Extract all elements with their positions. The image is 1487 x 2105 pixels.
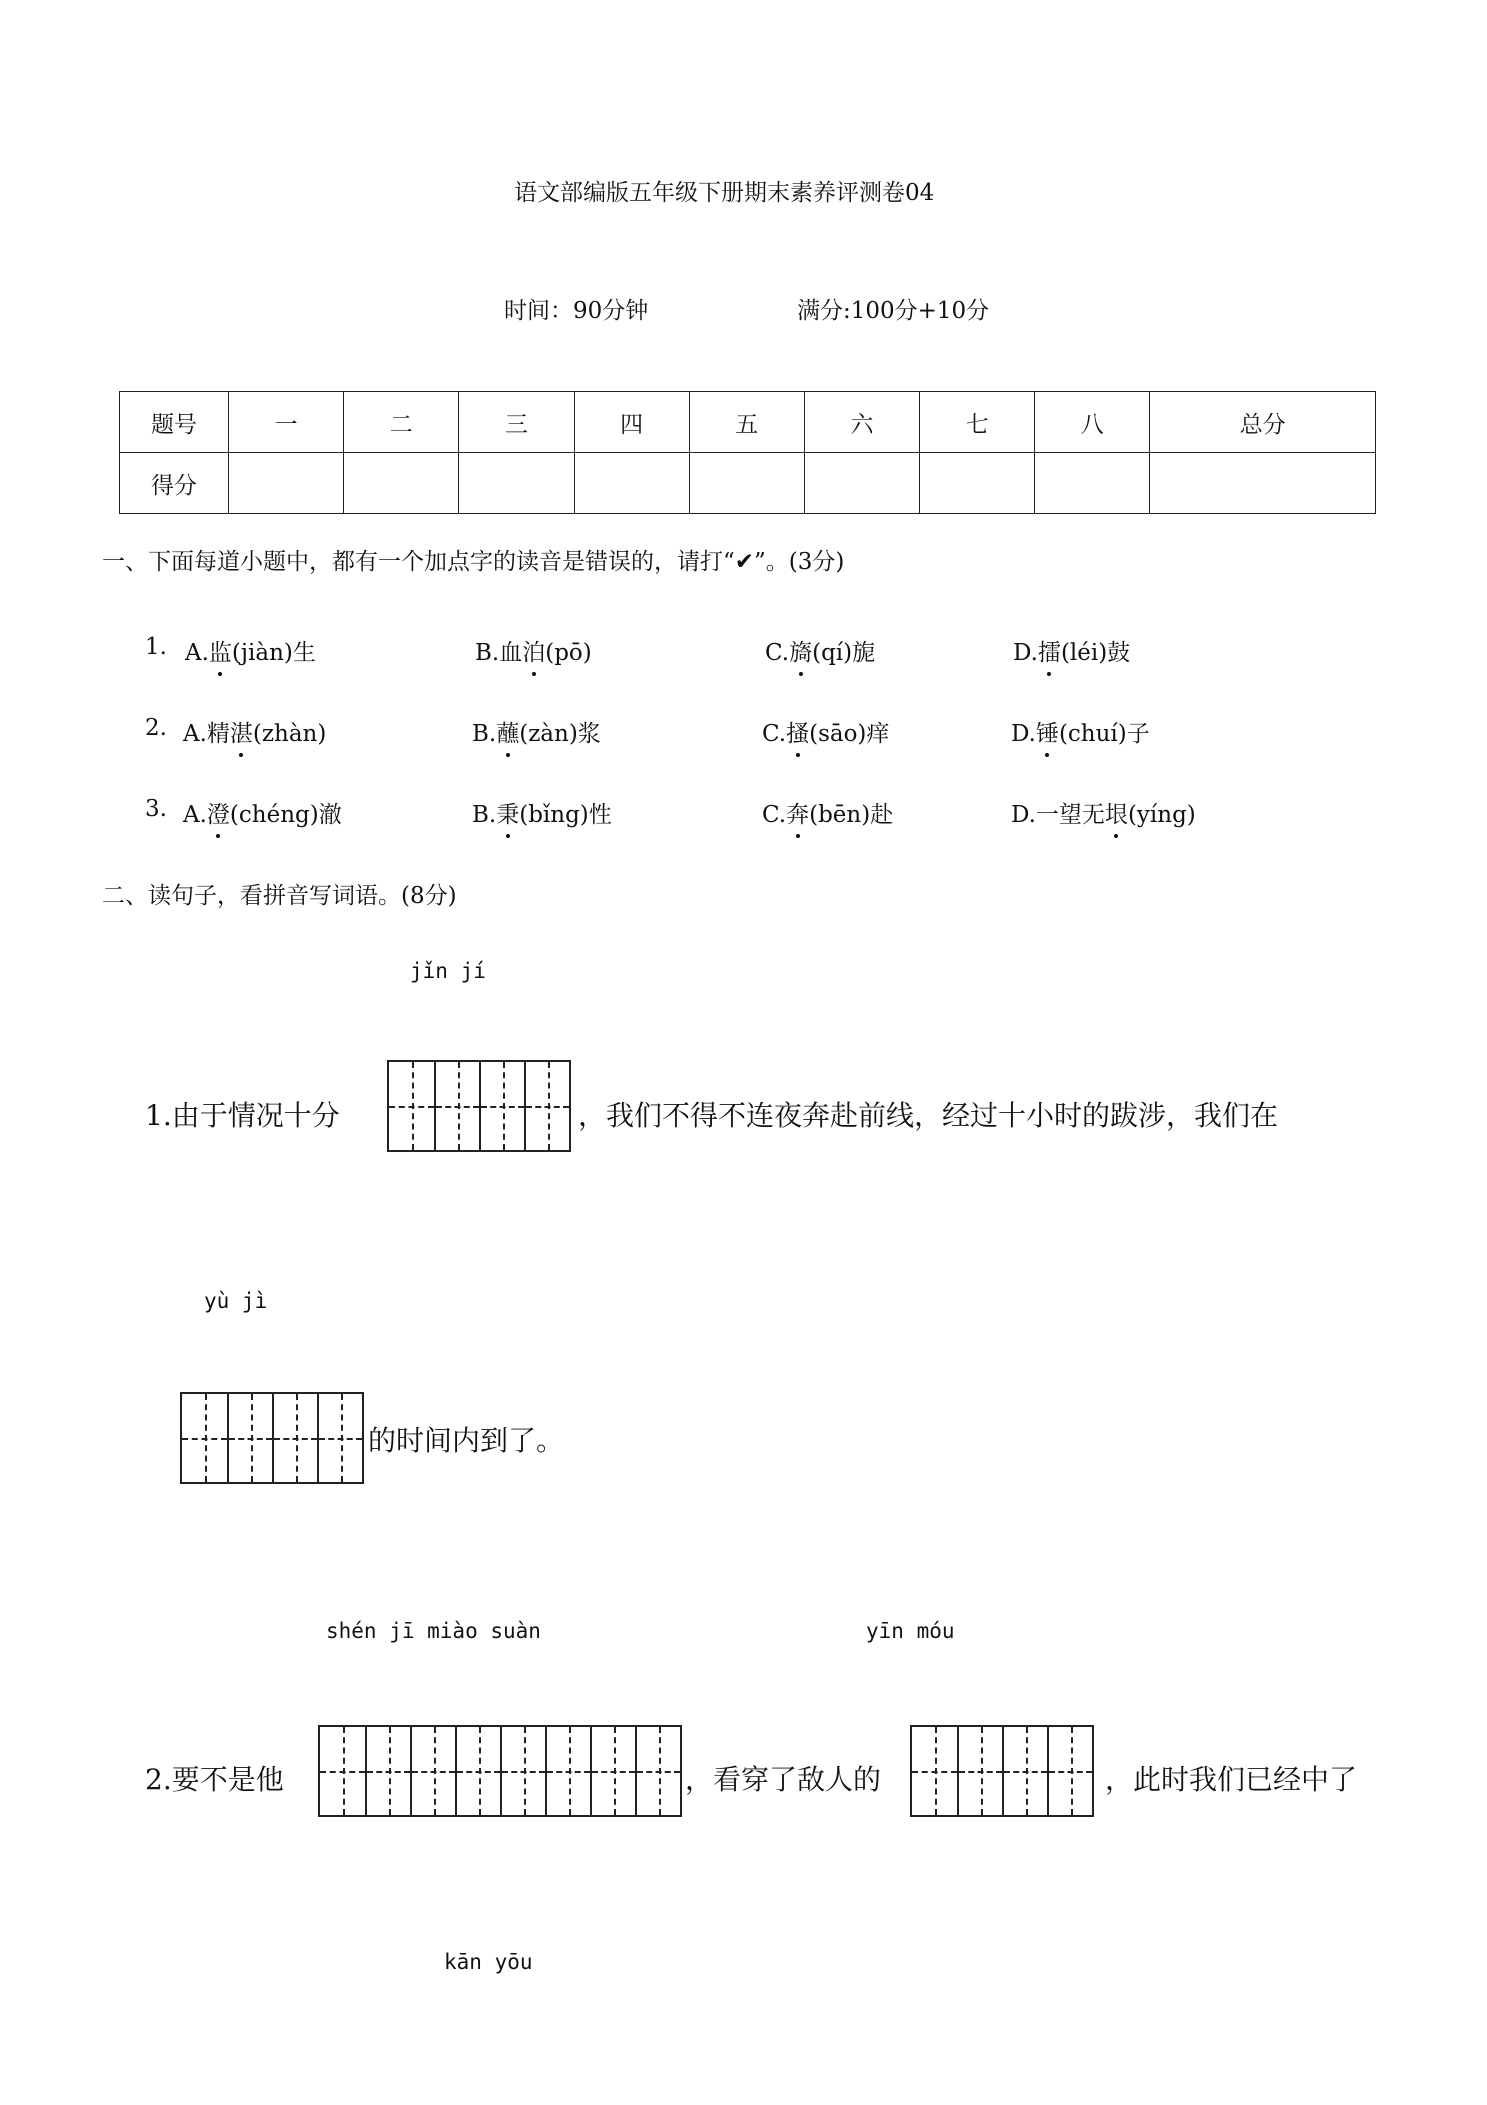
score-table-cell: 得分	[120, 453, 229, 514]
section2-heading: 二、读句子，看拼音写词语。(8分)	[102, 883, 457, 909]
sentence-text: ，看穿了敌人的	[685, 1763, 882, 1796]
score-table-cell: 总分	[1150, 392, 1376, 453]
question-number: 2.	[145, 715, 167, 741]
score-table-cell: 五	[689, 392, 804, 453]
score-input-cell[interactable]	[1035, 453, 1150, 514]
grid-cell[interactable]	[389, 1062, 434, 1150]
sentence-text: ，此时我们已经中了	[1105, 1763, 1358, 1796]
score-input-cell[interactable]	[459, 453, 574, 514]
option-prefix: A.	[183, 802, 207, 828]
grid-cell[interactable]	[545, 1727, 590, 1815]
answer-grid[interactable]	[910, 1725, 1094, 1817]
option-b[interactable]	[472, 796, 612, 829]
option-a[interactable]	[183, 715, 326, 748]
score-input-cell[interactable]	[574, 453, 689, 514]
option-prefix: B.	[472, 802, 497, 828]
grid-cell[interactable]	[410, 1727, 455, 1815]
exam-time: 时间：90分钟	[504, 298, 649, 324]
grid-cell[interactable]	[365, 1727, 410, 1815]
option-b[interactable]	[472, 715, 601, 748]
option-c[interactable]	[765, 634, 875, 667]
option-prefix: A.	[185, 640, 209, 666]
grid-cell[interactable]	[479, 1062, 524, 1150]
score-table-cell: 四	[574, 392, 689, 453]
grid-cell[interactable]	[912, 1727, 957, 1815]
dotted-char: 搔	[786, 715, 809, 748]
option-prefix: D.	[1011, 721, 1036, 747]
score-input-cell[interactable]	[689, 453, 804, 514]
option-suffix: (chéng)澈	[229, 802, 342, 828]
dotted-char: 泊	[522, 634, 545, 667]
option-suffix: (bēn)赴	[809, 802, 894, 828]
score-input-cell[interactable]	[1150, 453, 1376, 514]
option-prefix: C.	[765, 640, 790, 666]
grid-cell[interactable]	[635, 1727, 680, 1815]
dotted-char: 擂	[1038, 634, 1061, 667]
sentence-text: 的时间内到了。	[368, 1424, 565, 1457]
question-number: 3.	[145, 796, 167, 822]
option-prefix: B.	[472, 721, 497, 747]
grid-cell[interactable]	[1002, 1727, 1047, 1815]
option-suffix: (qí)旎	[812, 640, 876, 666]
score-table-cell: 三	[459, 392, 574, 453]
score-input-cell[interactable]	[920, 453, 1035, 514]
page-title: 语文部编版五年级下册期末素养评测卷04	[514, 180, 935, 206]
dotted-char: 监	[209, 634, 232, 667]
score-table-score-row	[120, 453, 1376, 514]
option-c[interactable]	[762, 715, 889, 748]
score-input-cell[interactable]	[229, 453, 344, 514]
exam-full-score: 满分:100分+10分	[797, 298, 990, 324]
pinyin-prompt: jǐn jí	[410, 959, 486, 983]
score-table-cell: 二	[344, 392, 459, 453]
section1-heading: 一、下面每道小题中，都有一个加点字的读音是错误的，请打“✔”。(3分)	[102, 549, 845, 575]
option-a[interactable]	[183, 796, 342, 829]
score-table-cell: 题号	[120, 392, 229, 453]
option-prefix: D.一望无	[1011, 802, 1105, 828]
dotted-char: 奔	[786, 796, 809, 829]
grid-cell[interactable]	[434, 1062, 479, 1150]
option-suffix: (sāo)痒	[809, 721, 890, 747]
option-suffix: (bǐng)性	[519, 802, 612, 828]
dotted-char: 旖	[789, 634, 812, 667]
sentence-text: 2.要不是他	[145, 1763, 284, 1796]
option-d[interactable]	[1013, 634, 1130, 667]
option-suffix: (jiàn)生	[231, 640, 316, 666]
grid-cell[interactable]	[317, 1394, 362, 1482]
grid-cell[interactable]	[227, 1394, 272, 1482]
pinyin-prompt: yù jì	[204, 1289, 268, 1313]
dotted-char: 蘸	[496, 715, 519, 748]
option-suffix: (yíng)	[1127, 802, 1196, 828]
pinyin-prompt: kān yōu	[444, 1950, 533, 1974]
grid-cell[interactable]	[957, 1727, 1002, 1815]
grid-cell[interactable]	[500, 1727, 545, 1815]
grid-cell[interactable]	[590, 1727, 635, 1815]
question-number: 1.	[145, 634, 167, 660]
grid-cell[interactable]	[1047, 1727, 1092, 1815]
score-table-cell: 一	[229, 392, 344, 453]
score-table-header-row	[120, 392, 1376, 453]
option-suffix: (chuí)子	[1058, 721, 1150, 747]
option-suffix: (léi)鼓	[1060, 640, 1131, 666]
option-suffix: (zàn)浆	[519, 721, 601, 747]
option-prefix: C.	[762, 802, 787, 828]
dotted-char: 澄	[207, 796, 230, 829]
sentence-text: 1.由于情况十分	[145, 1099, 340, 1132]
option-d[interactable]	[1011, 796, 1196, 829]
option-prefix: A.精	[183, 721, 230, 747]
option-prefix: B.血	[475, 640, 523, 666]
option-prefix: D.	[1013, 640, 1038, 666]
sentence-text: ，我们不得不连夜奔赴前线，经过十小时的跋涉，我们在	[578, 1099, 1279, 1132]
grid-cell[interactable]	[182, 1394, 227, 1482]
pinyin-prompt: yīn móu	[866, 1619, 955, 1643]
answer-grid[interactable]	[387, 1060, 571, 1152]
score-table-cell: 六	[804, 392, 919, 453]
option-a[interactable]	[185, 634, 316, 667]
dotted-char: 垠	[1105, 796, 1128, 829]
grid-cell[interactable]	[320, 1727, 365, 1815]
option-b[interactable]	[475, 634, 592, 667]
score-input-cell[interactable]	[344, 453, 459, 514]
grid-cell[interactable]	[455, 1727, 500, 1815]
answer-grid[interactable]	[318, 1725, 682, 1817]
grid-cell[interactable]	[272, 1394, 317, 1482]
score-table-cell: 八	[1035, 392, 1150, 453]
dotted-char: 锤	[1036, 715, 1059, 748]
score-table-cell: 七	[920, 392, 1035, 453]
score-table	[119, 391, 1376, 514]
pinyin-prompt: shén jī miào suàn	[326, 1619, 541, 1643]
option-suffix: (pō)	[545, 640, 592, 666]
answer-grid[interactable]	[180, 1392, 364, 1484]
dotted-char: 湛	[230, 715, 253, 748]
option-c[interactable]	[762, 796, 893, 829]
score-input-cell[interactable]	[804, 453, 919, 514]
dotted-char: 秉	[496, 796, 519, 829]
option-suffix: (zhàn)	[252, 721, 327, 747]
option-prefix: C.	[762, 721, 787, 747]
grid-cell[interactable]	[524, 1062, 569, 1150]
option-d[interactable]	[1011, 715, 1150, 748]
